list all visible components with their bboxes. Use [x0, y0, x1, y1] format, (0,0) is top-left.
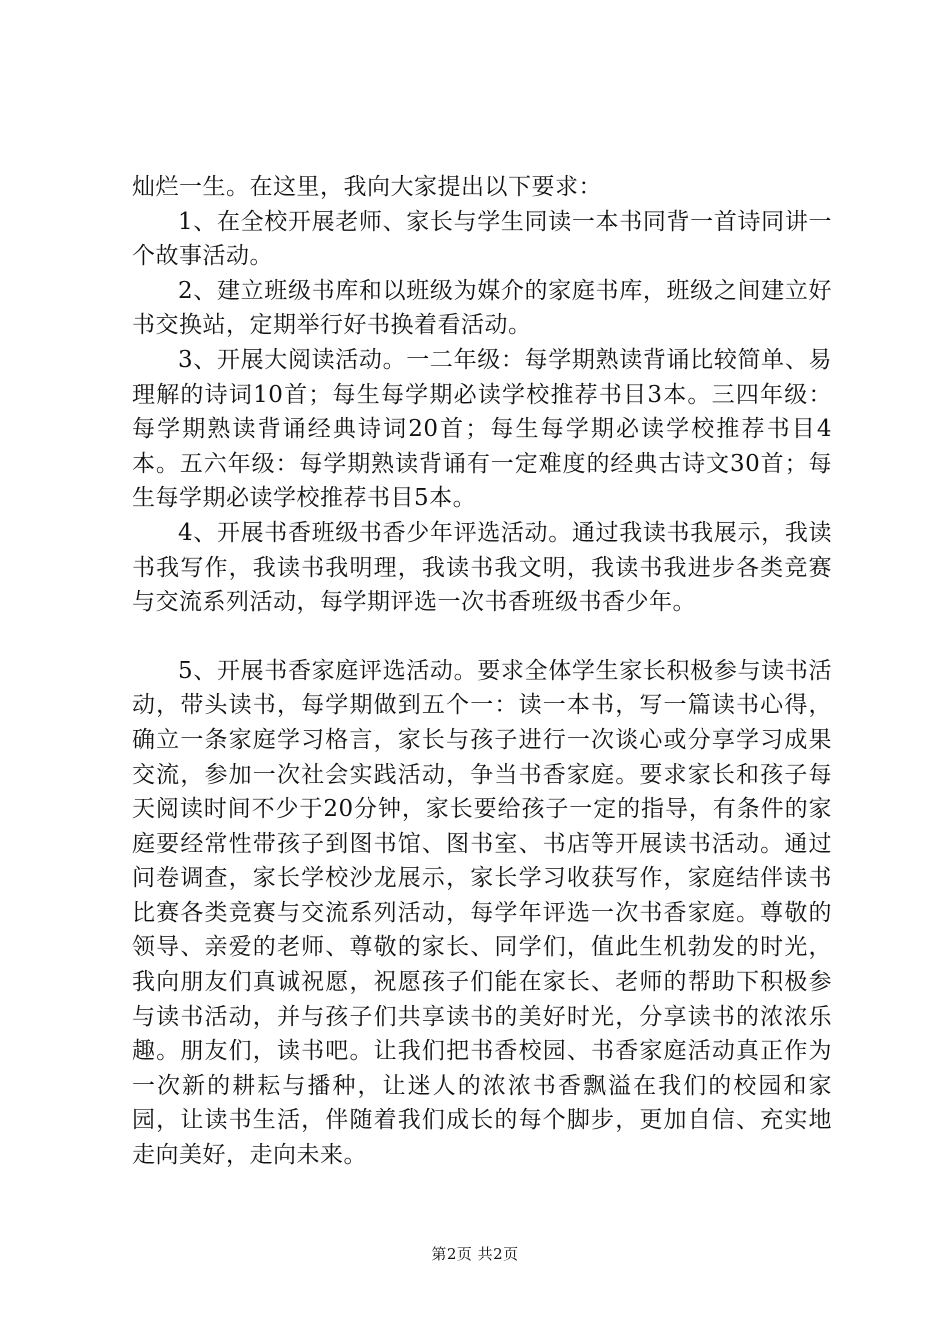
page-footer: 第2页 共2页: [431, 1245, 519, 1263]
document-body: [132, 170, 832, 1173]
paragraph-item-3: 3、开展大阅读活动。一二年级：每学期熟读背诵比较简单、易理解的诗词10首；每生每学期必读学校推荐书目3本。三四年级：每学期熟读背诵经典诗词20首；每生每学期必读学校推荐书目4本。五六年级：每学期熟读背诵有一定难度的经典古诗文30首；每生每学期必读学校推荐书目5本。: [132, 346, 832, 512]
paragraph-item-4: 4、开展书香班级书香少年评选活动。通过我读书我展示，我读书我写作，我读书我明理，我读书我文明，我读书我进步各类竞赛与交流系列活动，每学期评选一次书香班级书香少年。: [132, 519, 832, 616]
paragraph-item-2: 2、建立班级书库和以班级为媒介的家庭书库，班级之间建立好书交换站，定期举行好书换着看活动。: [132, 277, 832, 339]
paragraph-gap: [132, 620, 832, 654]
paragraph-item-5: 5、开展书香家庭评选活动。要求全体学生家长积极参与读书活动，带头读书，每学期做到五个一：读一本书，写一篇读书心得，确立一条家庭学习格言，家长与孩子进行一次谈心或分享学习成果交流，参加一次社会实践活动，争当书香家庭。要求家长和孩子每天阅读时间不少于20分钟，家长要给孩子一定的指导，有条件的家庭要经常性带孩子到图书馆、图书室、书店等开展读书活动。通过问卷调查，家长学校沙龙展示，家长学习收获写作，家庭结伴读书比赛各类竞赛与交流系列活动，每学年评选一次书香家庭。尊敬的领导、亲爱的老师、尊敬的家长、同学们，值此生机勃发的时光，我向朋友们真诚祝愿，祝愿孩子们能在家长、老师的帮助下积极参与读书活动，并与孩子们共享读书的美好时光，分享读书的浓浓乐趣。朋友们，读书吧。让我们把书香校园、书香家庭活动真正作为一次新的耕耘与播种，让迷人的浓浓书香飘溢在我们的校园和家园，让读书生活，伴随着我们成长的每个脚步，更加自信、充实地走向美好，走向未来。: [132, 657, 832, 1169]
paragraph-intro: 灿烂一生。在这里，我向大家提出以下要求：: [132, 174, 602, 200]
paragraph-item-1: 1、在全校开展老师、家长与学生同读一本书同背一首诗同讲一个故事活动。: [132, 208, 832, 270]
